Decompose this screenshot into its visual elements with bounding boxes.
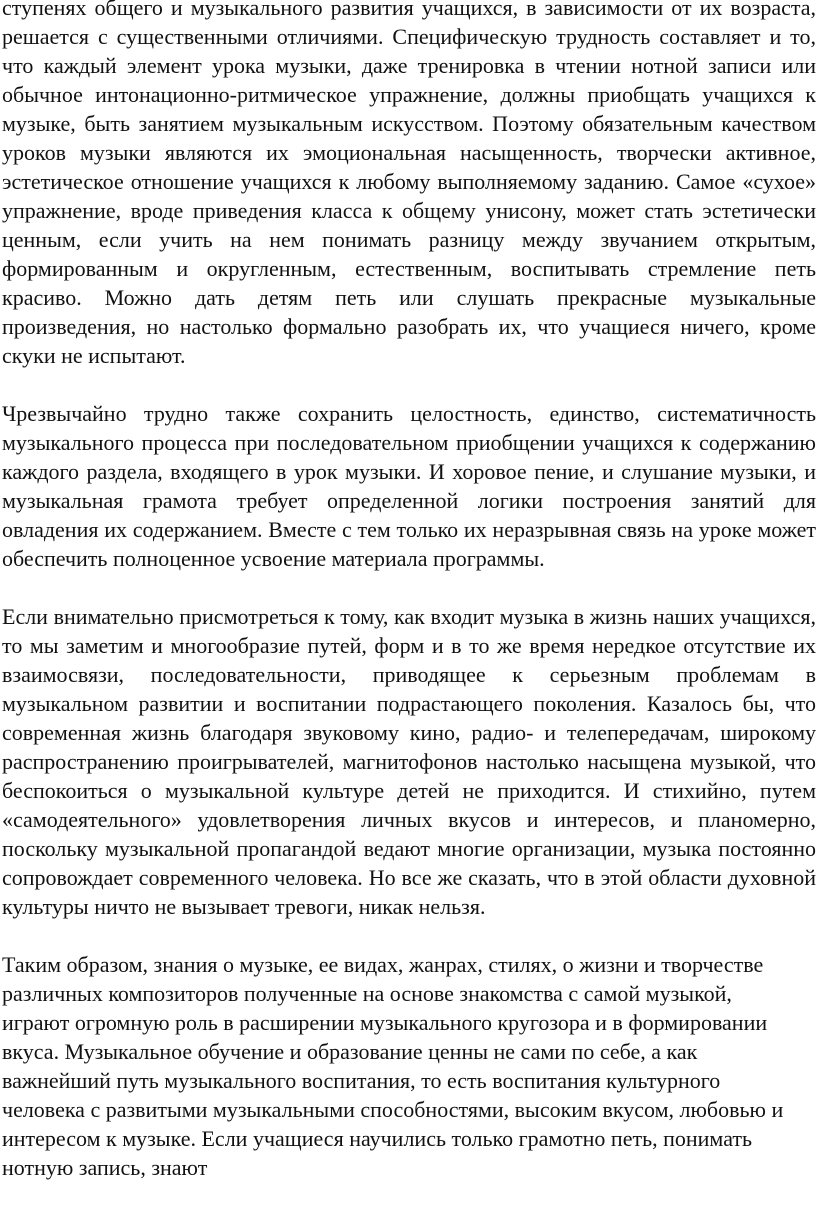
paragraph-2: Чрезвычайно трудно также сохранить целостность, единство, систематичность музыкального процесса при последовательном приобщении учащихся к содержанию каждого раздела, входящего в урок музыки. И хоровое пение, и слушание музыки, и музыкальная грамота требует определенной логики построения занятий для овладения их содержанием. Вместе с тем только их неразрывная связь на уроке может обеспечить полноценное усвоение материала программы.: [2, 401, 816, 571]
paragraph-4: Таким образом, знания о музыке, ее видах, жанрах, стилях, о жизни и творчестве различных композиторов полученные на основе знакомства с самой музыкой, играют огромную роль в расширении музыкального кругозора и в формировании вкуса. Музыкальное обучение и образование ценны не сами по себе, а как важнейший путь музыкального воспитания, то есть воспитания культурного человека с развитыми музыкальными способностями, высоким вкусом, любовью и интересом к музыке. Если учащиеся научились только грамотно петь, понимать нотную запись, знают: [2, 952, 784, 1180]
paragraph-3: Если внимательно присмотреться к тому, как входит музыка в жизнь наших учащихся, то мы заметим и многообразие путей, форм и в то же время нередкое отсутствие их взаимосвязи, последовательности, приводящее к серьезным проблемам в музыкальном развитии и воспитании подрастающего поколения. Казалось бы, что современная жизнь благодаря звуковому кино, радио- и телепередачам, широкому распространению проигрывателей, магнитофонов настолько насыщена музыкой, что беспокоиться о музыкальной культуре детей не приходится. И стихийно, путем «самодеятельного» удовлетворения личных вкусов и интересов, и планомерно, поскольку музыкальной пропагандой ведают многие организации, музыка постоянно сопровождает современного человека. Но все же сказать, что в этой области духовной культуры ничто не вызывает тревоги, никак нельзя.: [2, 604, 816, 919]
paragraph-1: ступенях общего и музыкального развития учащихся, в зависимости от их возраста, решается с существенными отличиями. Специфическую трудность составляет и то, что каждый элемент урока музыки, даже тренировка в чтении нотной записи или обычное интонационно-ритмическое упражнение, должны приобщать учащихся к музыке, быть занятием музыкальным искусством. Поэтому обязательным качеством уроков музыки являются их эмоциональная насыщенность, творчески активное, эстетическое отношение учащихся к любому выполняемому заданию. Самое «сухое» упражнение, вроде приведения класса к общему унисону, может стать эстетически ценным, если учить на нем понимать разницу между звучанием открытым, формированным и округленным, естественным, воспитывать стремление петь красиво. Можно дать детям петь или слушать прекрасные музыкальные произведения, но настолько формально разобрать их, что учащиеся ничего, кроме скуки не испытают.: [2, 0, 816, 368]
